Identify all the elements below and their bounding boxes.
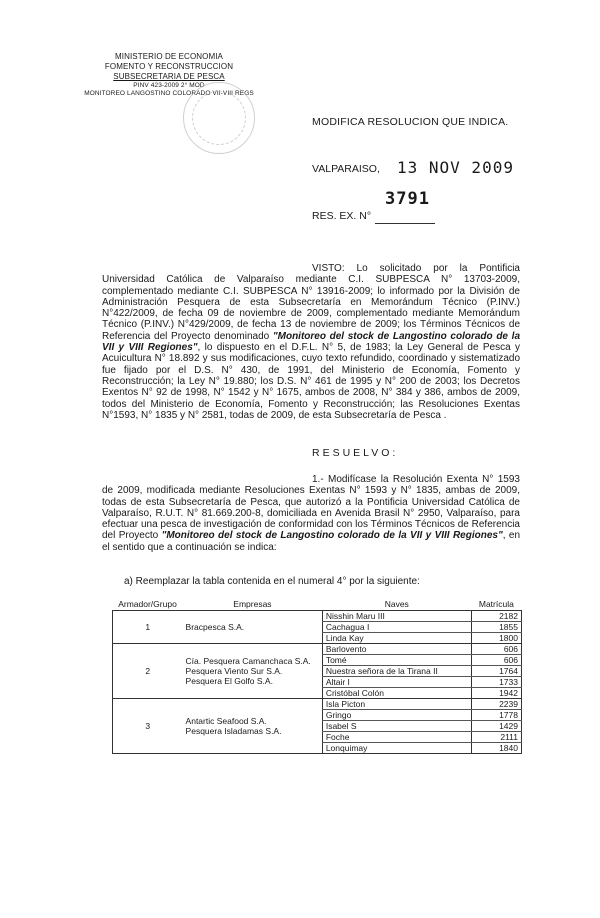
vessel-name-cell: Nuestra señora de la Tirana II xyxy=(322,666,471,677)
header-naves: Naves xyxy=(322,598,471,611)
project-code-line: MONITOREO LANGOSTINO COLORADO VII-VIII REGS xyxy=(84,90,254,97)
article-1-paragraph xyxy=(102,474,520,553)
date-stamp: 13 NOV 2009 xyxy=(397,158,514,177)
vessel-name-cell: Gringo xyxy=(322,710,471,721)
place-label: VALPARAISO, xyxy=(312,163,380,175)
registration-cell: 2111 xyxy=(471,732,521,743)
group-number-cell: 3 xyxy=(113,699,183,754)
official-seal-icon xyxy=(183,82,255,154)
registration-cell: 2239 xyxy=(471,699,521,710)
group-number-cell: 2 xyxy=(113,644,183,699)
companies-cell xyxy=(183,611,323,644)
ministry-line-1: MINISTERIO DE ECONOMIA xyxy=(115,52,223,61)
table-row xyxy=(113,644,522,655)
registration-cell: 1764 xyxy=(471,666,521,677)
vessel-name-cell: Isabel S xyxy=(322,721,471,732)
table-row xyxy=(113,699,522,710)
company-name: Cía. Pesquera Camanchaca S.A. xyxy=(185,656,311,666)
vessel-name-cell: Nisshin Maru III xyxy=(322,611,471,622)
company-name: Pesquera El Golfo S.A. xyxy=(185,676,273,686)
header-grupo: Armador/Grupo xyxy=(113,598,183,611)
article-1-text-b: , en el sentido que a continuación se indica: xyxy=(102,530,520,553)
article-1-lead: 1.- Modifícase la Resolución Exenta N° 1593 de xyxy=(102,474,520,497)
registration-cell: 2182 xyxy=(471,611,521,622)
vessel-name-cell: Barlovento xyxy=(322,644,471,655)
table-header-row xyxy=(113,598,522,611)
registration-cell: 1800 xyxy=(471,633,521,644)
registration-cell: 1778 xyxy=(471,710,521,721)
vessel-name-cell: Linda Kay xyxy=(322,633,471,644)
vessel-name-cell: Cachagua I xyxy=(322,622,471,633)
visto-text-b: , lo dispuesto en el D.F.L. N° 5, de 1983; la Ley General de Pesca y Acuicultura N° 18.892 y sus modificaciones, cuyo texto refundido, coordinado y sistematizado fue fijado por el D.S. N° 430, de 1991, del Ministerio de Economía, Fomento y Reconstrucción; la Ley N° 19.880; los D.S. N° 461 de 1995 y N° 200 de 2003; los Decretos Exentos N° 92 de 1998, N° 1542 y N° 1675, ambos de 2008, N° 384 y 386, ambos de 2009, todos del Ministerio de Economía, Fomento y Reconstrucción; las Resoluciones Exentas N°1593, N° 1835 y N° 2581, todas de 2009, de esta Subsecretaría de Pesca . xyxy=(102,342,520,421)
subsecretaria-line: SUBSECRETARIA DE PESCA xyxy=(113,72,225,81)
vessel-name-cell: Tomé xyxy=(322,655,471,666)
document-subject: MODIFICA RESOLUCION QUE INDICA. xyxy=(312,116,509,128)
company-name: Pesquera Isladamas S.A. xyxy=(185,726,282,736)
item-a: a) Reemplazar la tabla contenida en el numeral 4° por la siguiente: xyxy=(124,576,420,587)
visto-paragraph xyxy=(102,263,520,421)
vessels-table xyxy=(112,598,522,754)
registration-cell: 606 xyxy=(471,644,521,655)
vessel-name-cell: Cristóbal Colón xyxy=(322,688,471,699)
company-name: Antartic Seafood S.A. xyxy=(185,716,267,726)
registration-cell: 1733 xyxy=(471,677,521,688)
resolution-number: 3791 xyxy=(385,189,430,209)
pinv-line: PINV 423-2009 2° MOD xyxy=(133,82,205,89)
visto-lead: VISTO: Lo solicitado por la Pontificia Universidad xyxy=(102,263,520,286)
companies-cell xyxy=(183,699,323,754)
company-name: Pesquera Viento Sur S.A. xyxy=(185,666,283,676)
registration-cell: 1429 xyxy=(471,721,521,732)
vessel-name-cell: Foche xyxy=(322,732,471,743)
table-row xyxy=(113,611,522,622)
visto-project-name: "Monitoreo del stock de Langostino colorado de la VII y VIII Regiones" xyxy=(102,330,520,354)
resolution-label: RES. EX. N° xyxy=(312,210,372,222)
company-name: Bracpesca S.A. xyxy=(185,622,245,632)
resuelvo-heading: RESUELVO: xyxy=(312,447,399,459)
registration-cell: 606 xyxy=(471,655,521,666)
vessel-name-cell: Lonquimay xyxy=(322,743,471,754)
vessel-name-cell: Isla Picton xyxy=(322,699,471,710)
vessels-table-body xyxy=(113,611,522,754)
header-empresas: Empresas xyxy=(183,598,323,611)
article-1-project-name: "Monitoreo del stock de Langostino colorado de la VII y VIII Regiones" xyxy=(161,530,503,542)
registration-cell: 1942 xyxy=(471,688,521,699)
header-matricula: Matrícula xyxy=(471,598,521,611)
resolution-underline xyxy=(375,223,435,224)
visto-text-a: Católica de Valparaíso mediante C.I. SUBPESCA N° 13703-2009, complementado mediante C.I. SUBPESCA N° 13916-2009; lo informado por la División de Administración Pesquera de esta Subsecretaría en Memorándum Técnico (P.INV.) N°422/2009, de fecha 09 de noviembre de 2009, complementado mediante Memorándum Técnico (P.INV.) N°429/2009, de fecha 13 de noviembre de 2009; los Términos Técnicos de Referencia del Proyecto denominado xyxy=(102,274,520,342)
registration-cell: 1840 xyxy=(471,743,521,754)
article-1-text-a: 2009, modificada mediante Resoluciones Exentas N° 1593 y N° 1835, ambas de 2009, todas de esta Subsecretaría de Pesca, que autorizó a la Pontificia Universidad Católica de Valparaíso, R.U.T. N° 81.669.200-8, domiciliada en Avenida Brasil N° 2950, Valparaíso, para efectuar una pesca de investigación de conformidad con los Términos Técnicos de Referencia del Proyecto xyxy=(102,485,521,542)
registration-cell: 1855 xyxy=(471,622,521,633)
ministry-line-2: FOMENTO Y RECONSTRUCCION xyxy=(104,62,234,71)
companies-cell xyxy=(183,644,323,699)
group-number-cell: 1 xyxy=(113,611,183,644)
vessel-name-cell: Altair I xyxy=(322,677,471,688)
